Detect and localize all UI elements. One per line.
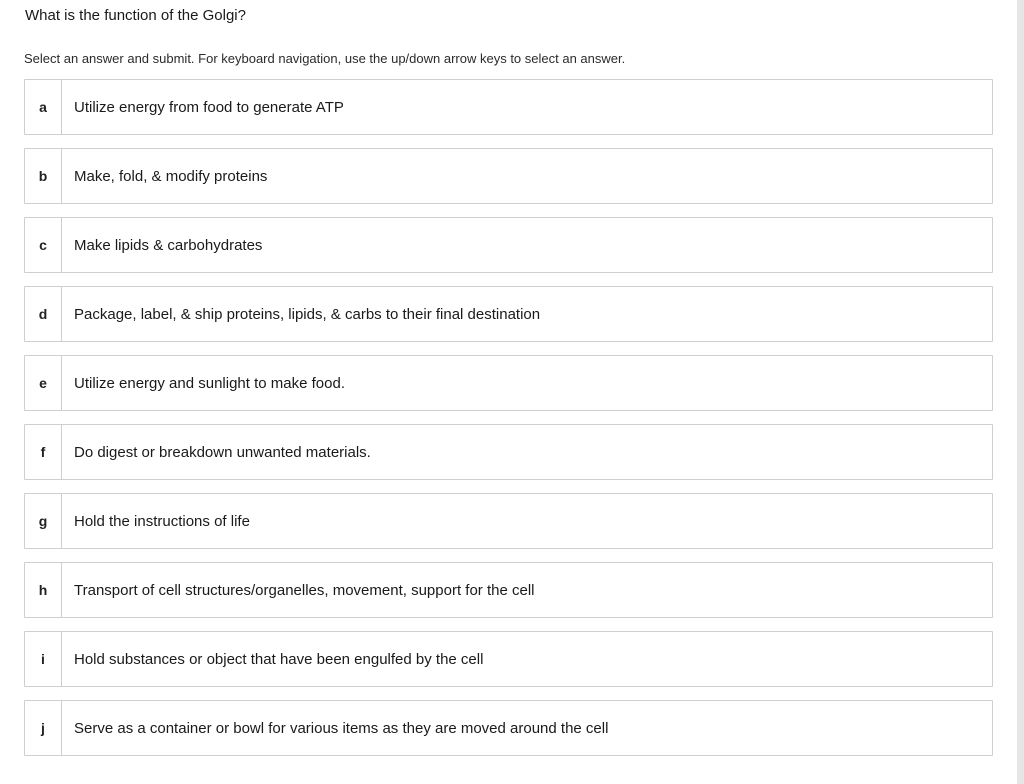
answer-text: Make, fold, & modify proteins	[74, 167, 268, 185]
answer-option-h[interactable]	[24, 562, 993, 618]
answer-text: Hold the instructions of life	[74, 512, 250, 530]
answer-letter: b	[25, 149, 62, 203]
answer-text: Hold substances or object that have been engulfed by the cell	[74, 650, 484, 668]
instructions-text: Select an answer and submit. For keyboard navigation, use the up/down arrow keys to select an answer.	[24, 51, 626, 66]
answer-letter: e	[25, 356, 62, 410]
answer-option-g[interactable]	[24, 493, 993, 549]
answer-option-i[interactable]	[24, 631, 993, 687]
answer-option-f[interactable]	[24, 424, 993, 480]
answer-letter: h	[25, 563, 62, 617]
question-text: What is the function of the Golgi?	[25, 7, 246, 24]
answer-list	[24, 79, 993, 769]
answer-text: Serve as a container or bowl for various items as they are moved around the cell	[74, 719, 609, 737]
answer-option-j[interactable]	[24, 700, 993, 756]
answer-option-a[interactable]	[24, 79, 993, 135]
answer-letter: g	[25, 494, 62, 548]
answer-letter: d	[25, 287, 62, 341]
answer-text: Package, label, & ship proteins, lipids, & carbs to their final destination	[74, 305, 541, 323]
answer-text: Make lipids & carbohydrates	[74, 236, 263, 254]
vertical-scrollbar[interactable]	[1017, 0, 1024, 784]
answer-text: Utilize energy from food to generate ATP	[74, 98, 344, 116]
answer-text: Do digest or breakdown unwanted materials.	[74, 443, 371, 461]
answer-option-b[interactable]	[24, 148, 993, 204]
answer-option-c[interactable]	[24, 217, 993, 273]
answer-text: Utilize energy and sunlight to make food.	[74, 374, 345, 392]
answer-letter: f	[25, 425, 62, 479]
answer-text: Transport of cell structures/organelles, movement, support for the cell	[74, 581, 535, 599]
answer-letter: i	[25, 632, 62, 686]
answer-letter: c	[25, 218, 62, 272]
answer-option-d[interactable]	[24, 286, 993, 342]
answer-option-e[interactable]	[24, 355, 993, 411]
answer-letter: a	[25, 80, 62, 134]
answer-letter: j	[25, 701, 62, 755]
